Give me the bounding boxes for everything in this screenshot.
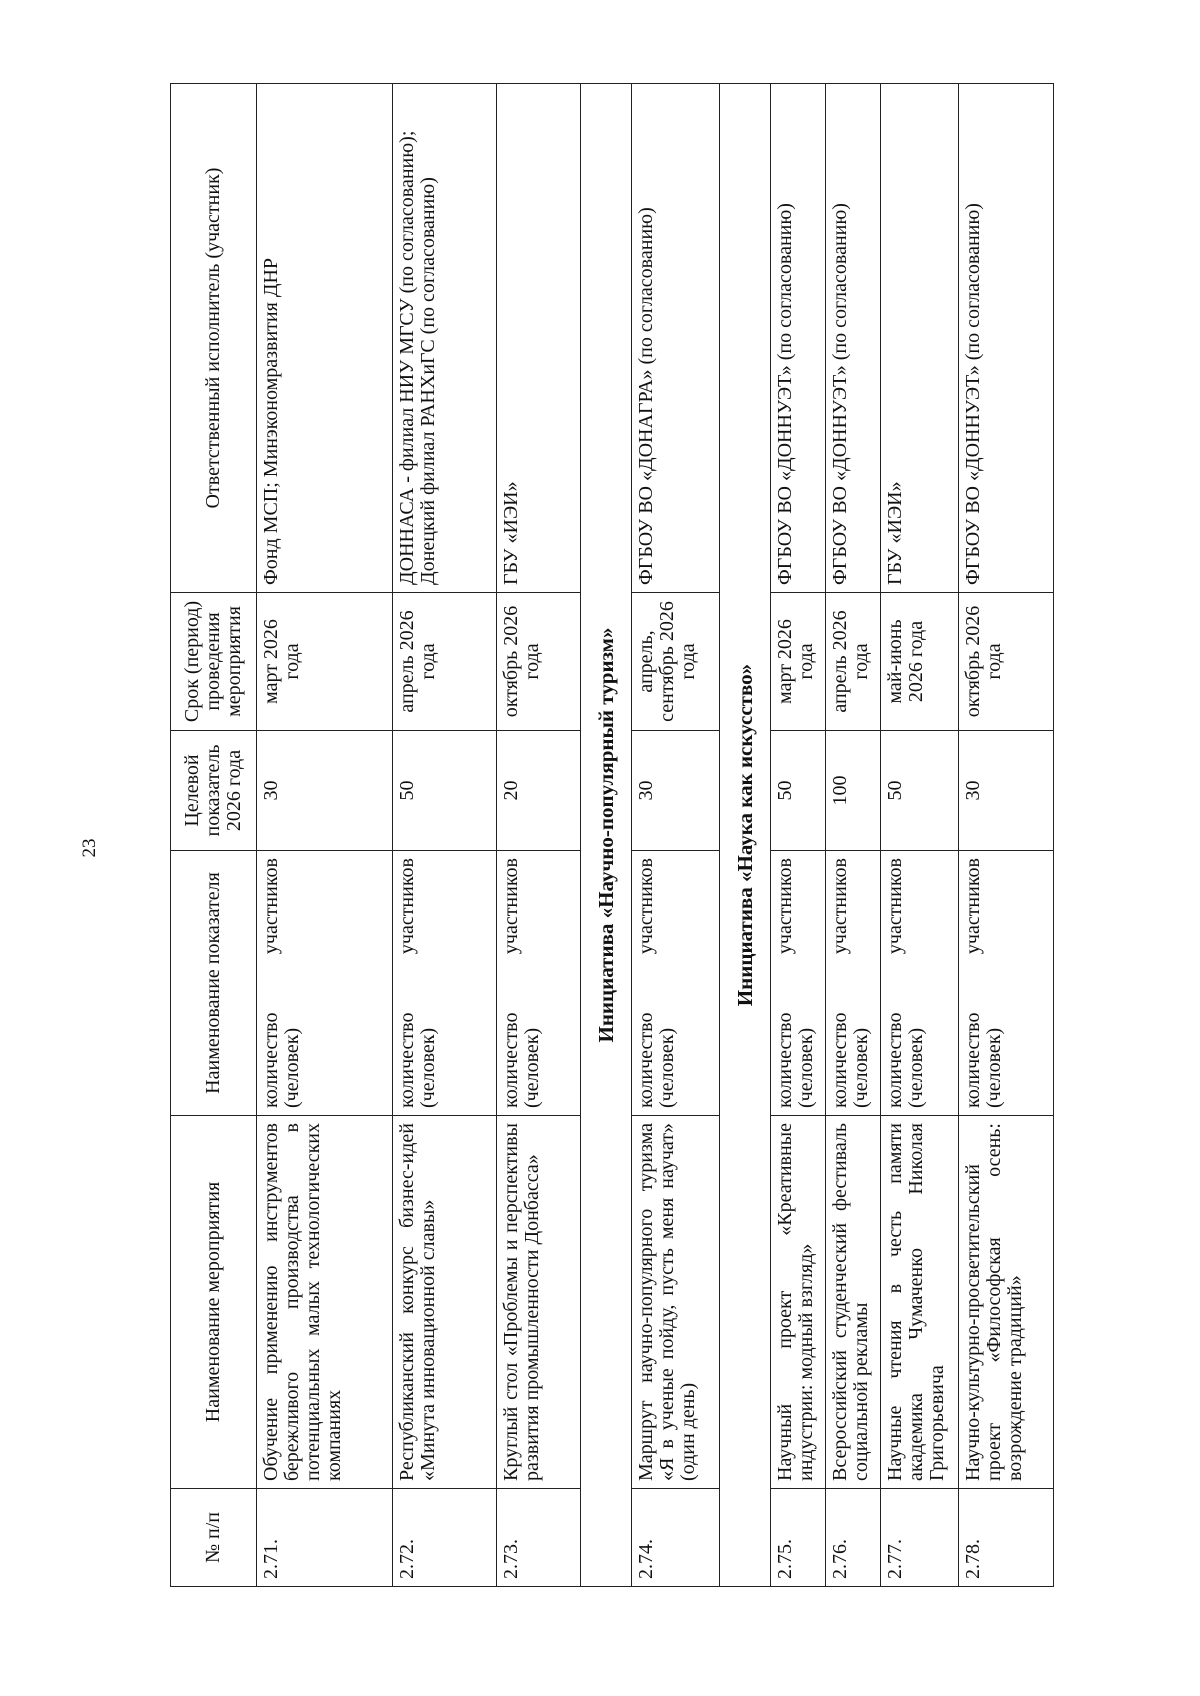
row-num: 2.76. [826,1489,881,1587]
row-target: 30 [257,731,393,851]
table-row [826,84,881,1587]
table-row [497,84,581,1587]
row-responsible: ФГБОУ ВО «ДОННУЭТ» (по согласованию) [826,84,881,593]
row-period: май-июнь 2026 года [881,593,959,731]
header-target: Целевой показатель 2026 года [171,731,257,851]
section-row-art [720,84,771,1587]
row-responsible: ГБУ «ИЭИ» [497,84,581,593]
row-num: 2.73. [497,1489,581,1587]
row-indicator: количество участников (человек) [771,851,826,1116]
row-event: Маршрут научно-популярного туризма «Я в ученые пойду, пусть меня научат» (один день) [632,1116,720,1489]
header-num: № п/п [171,1489,257,1587]
row-period: март 2026 года [771,593,826,731]
header-responsible: Ответственный исполнитель (участник) [171,84,257,593]
row-period: март 2026 года [257,593,393,731]
row-indicator: количество участников (человек) [959,851,1054,1116]
header-period: Срок (период) проведения мероприятия [171,593,257,731]
header-event: Наименование мероприятия [171,1116,257,1489]
row-target: 30 [632,731,720,851]
table-row [881,84,959,1587]
row-responsible: ФГБОУ ВО «ДОННУЭТ» (по согласованию) [959,84,1054,593]
row-num: 2.72. [393,1489,497,1587]
row-num: 2.75. [771,1489,826,1587]
row-indicator: количество участников (человек) [826,851,881,1116]
section-title-art: Инициатива «Наука как искусство» [720,84,771,1587]
row-event: Всероссийский студенческий фестиваль социальной рекламы [826,1116,881,1489]
row-indicator: количество участников (человек) [393,851,497,1116]
row-target: 100 [826,731,881,851]
row-responsible: ДОННАСА - филиал НИУ МГСУ (по согласованию); Донецкий филиал РАНХиГС (по согласованию) [393,84,497,593]
table-row [771,84,826,1587]
header-indicator: Наименование показателя [171,851,257,1116]
row-period: апрель 2026 года [393,593,497,731]
activities-table [170,83,1054,1587]
row-period: апрель, сентябрь 2026 года [632,593,720,731]
row-responsible: ФГБОУ ВО «ДОННУЭТ» (по согласованию) [771,84,826,593]
section-row-tourism [581,84,632,1587]
row-num: 2.78. [959,1489,1054,1587]
row-event: Республиканский конкурс бизнес-идей «Минута инновационной славы» [393,1116,497,1489]
table-row [257,84,393,1587]
row-target: 50 [771,731,826,851]
row-target: 20 [497,731,581,851]
row-responsible: ФГБОУ ВО «ДОНАГРА» (по согласованию) [632,84,720,593]
activities-table-container [170,84,1132,1587]
row-period: октябрь 2026 года [959,593,1054,731]
row-num: 2.77. [881,1489,959,1587]
section-title-tourism: Инициатива «Научно-популярный туризм» [581,84,632,1587]
row-period: апрель 2026 года [826,593,881,731]
row-period: октябрь 2026 года [497,593,581,731]
row-target: 30 [959,731,1054,851]
table-header-row [171,84,257,1587]
row-num: 2.74. [632,1489,720,1587]
row-indicator: количество участников (человек) [257,851,393,1116]
row-num: 2.71. [257,1489,393,1587]
row-target: 50 [393,731,497,851]
row-indicator: количество участников (человек) [632,851,720,1116]
row-event: Научный проект «Креативные индустрии: модный взгляд» [771,1116,826,1489]
row-responsible: ГБУ «ИЭИ» [881,84,959,593]
row-event: Обучение применению инструментов бережливого производства в потенциальных малых технологических компаниях [257,1116,393,1489]
row-responsible: Фонд МСП; Минэкономразвития ДНР [257,84,393,593]
row-indicator: количество участников (человек) [881,851,959,1116]
page-number: 23 [79,838,100,858]
table-row [959,84,1054,1587]
row-event: Круглый стол «Проблемы и перспективы развития промышленности Донбасса» [497,1116,581,1489]
table-row [393,84,497,1587]
row-event: Научные чтения в честь памяти академика Чумаченко Николая Григорьевича [881,1116,959,1489]
row-event: Научно-культурно-просветительский проект «Философская осень: возрождение традиций» [959,1116,1054,1489]
row-indicator: количество участников (человек) [497,851,581,1116]
row-target: 50 [881,731,959,851]
table-row [632,84,720,1587]
